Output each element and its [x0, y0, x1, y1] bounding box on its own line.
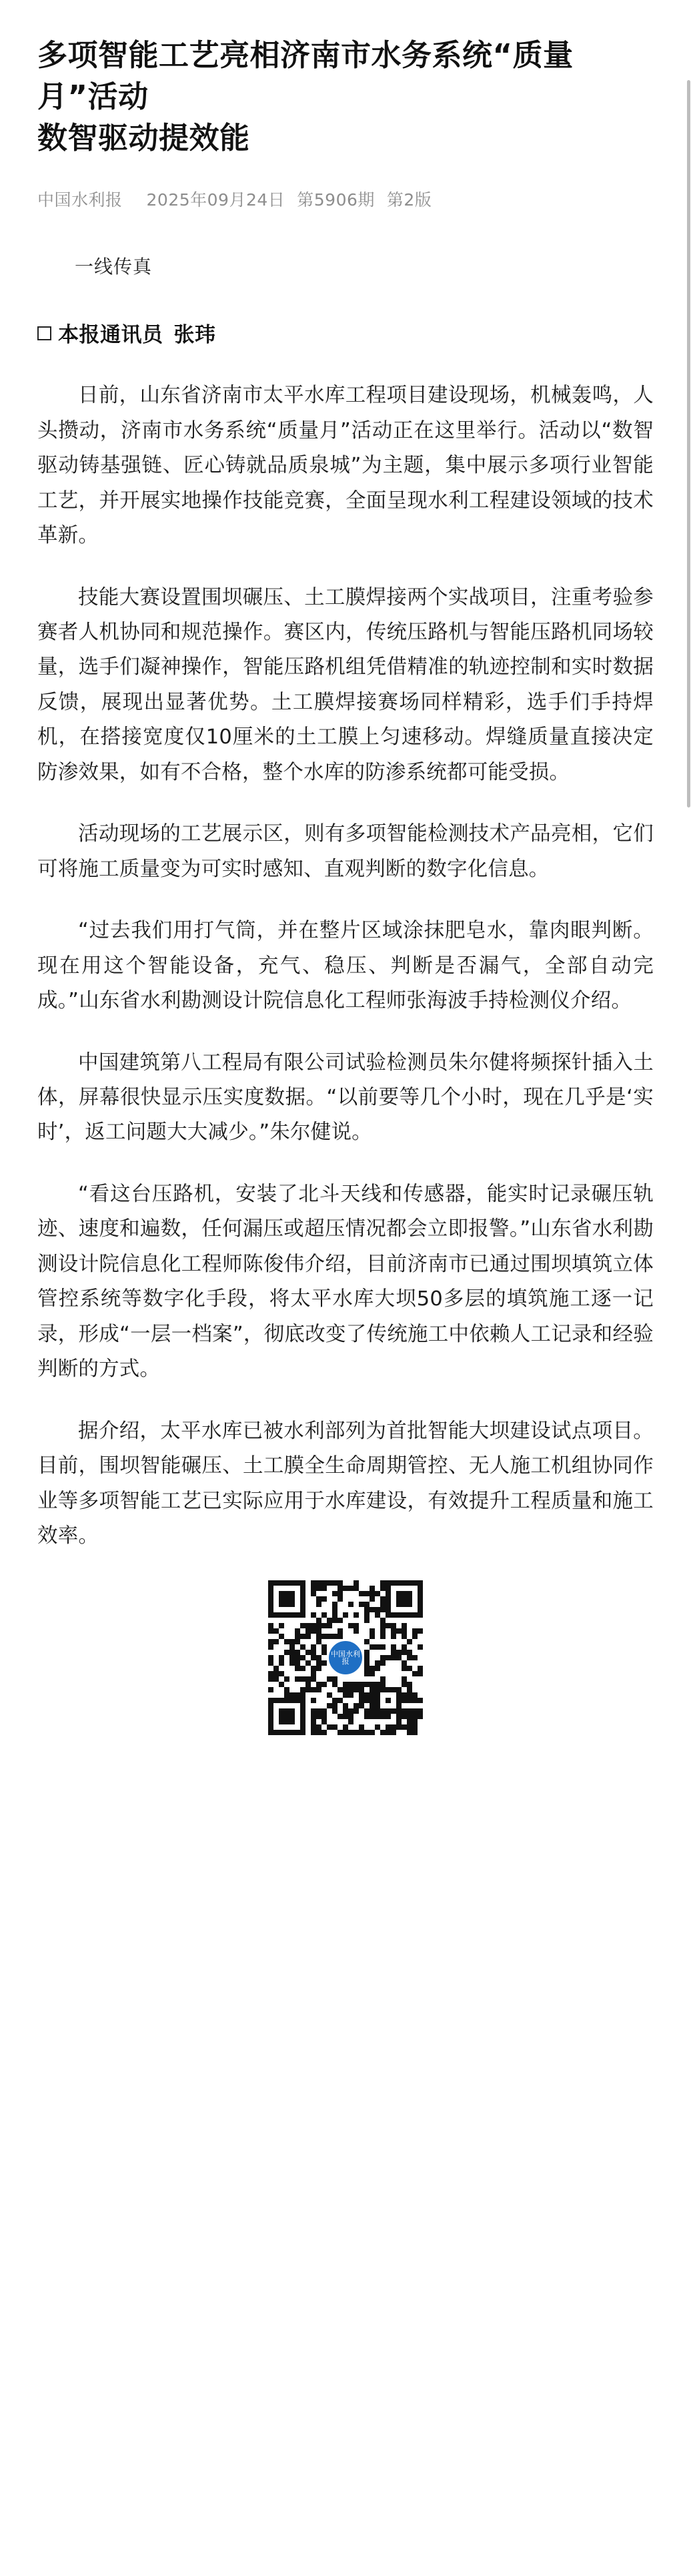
paragraph: 据介绍，太平水库已被水利部列为首批智能大坝建设试点项目。目前，围坝智能碾压、土工膜全生命周期管控、无人施工机组协同作业等多项智能工艺已实际应用于水库建设，有效提升工程质量和施工效率。: [37, 1419, 654, 1548]
qr-code-icon[interactable]: [268, 1580, 423, 1735]
paragraph: “看这台压路机，安装了北斗天线和传感器，能实时记录碾压轨迹、速度和遍数，任何漏压或超压情况都会立即报警。”山东省水利勘测设计院信息化工程师陈俊伟介绍，目前济南市已通过围坝填筑立体管控系统等数字化手段，将太平水库大坝50多层的填筑施工逐一记录，形成“一层一档案”，彻底改变了传统施工中依赖人工记录和经验判断的方式。: [37, 1182, 654, 1381]
qr-center-logo: 中国水利报: [327, 1639, 364, 1676]
article-body: [37, 378, 654, 1554]
meta-page: 第2版: [386, 190, 432, 210]
meta-issue: 第5906期: [297, 190, 375, 210]
byline-name: 张玮: [173, 323, 216, 348]
article-meta: [37, 187, 654, 211]
byline: [37, 318, 654, 348]
headline-line-2: 数智驱动提效能: [37, 120, 250, 156]
page-title: [37, 35, 654, 159]
paragraph: 日前，山东省济南市太平水库工程项目建设现场，机械轰鸣，人头攒动，济南市水务系统“质量月”活动正在这里举行。活动以“数智驱动铸基强链、匠心铸就品质泉城”为主题，集中展示多项行业智能工艺，并开展实地操作技能竞赛，全面呈现水利工程建设领域的技术革新。: [37, 384, 654, 548]
meta-date: 2025年09月24日: [146, 190, 285, 210]
paragraph: 活动现场的工艺展示区，则有多项智能检测技术产品亮相，它们可将施工质量变为可实时感知、直观判断的数字化信息。: [37, 822, 654, 881]
paragraph: 中国建筑第八工程局有限公司试验检测员朱尔健将频探针插入土体，屏幕很快显示压实度数据。“以前要等几个小时，现在几乎是‘实时’，返工问题大大减少。”朱尔健说。: [37, 1050, 654, 1145]
column-label: 一线传真: [75, 256, 153, 278]
qr-code-section: [37, 1580, 654, 1735]
headline-line-1: 多项智能工艺亮相济南市水务系统“质量月”活动: [37, 37, 574, 115]
scrollbar[interactable]: [686, 0, 691, 2576]
square-bullet-icon: [37, 326, 51, 340]
scrollbar-thumb[interactable]: [687, 80, 690, 808]
byline-role: 本报通讯员: [58, 323, 163, 348]
paragraph: “过去我们用打气筒，并在整片区域涂抹肥皂水，靠肉眼判断。现在用这个智能设备，充气、稳压、判断是否漏气，全部自动完成。”山东省水利勘测设计院信息化工程师张海波手持检测仪介绍。: [37, 919, 654, 1013]
paragraph: 技能大赛设置围坝碾压、土工膜焊接两个实战项目，注重考验参赛者人机协同和规范操作。赛区内，传统压路机与智能压路机同场较量，选手们凝神操作，智能压路机组凭借精准的轨迹控制和实时数据反馈，展现出显著优势。土工膜焊接赛场同样精彩，选手们手持焊机，在搭接宽度仅10厘米的土工膜上匀速移动。焊缝质量直接决定防渗效果，如有不合格，整个水库的防渗系统都可能受损。: [37, 585, 654, 784]
meta-source: 中国水利报: [37, 190, 123, 210]
